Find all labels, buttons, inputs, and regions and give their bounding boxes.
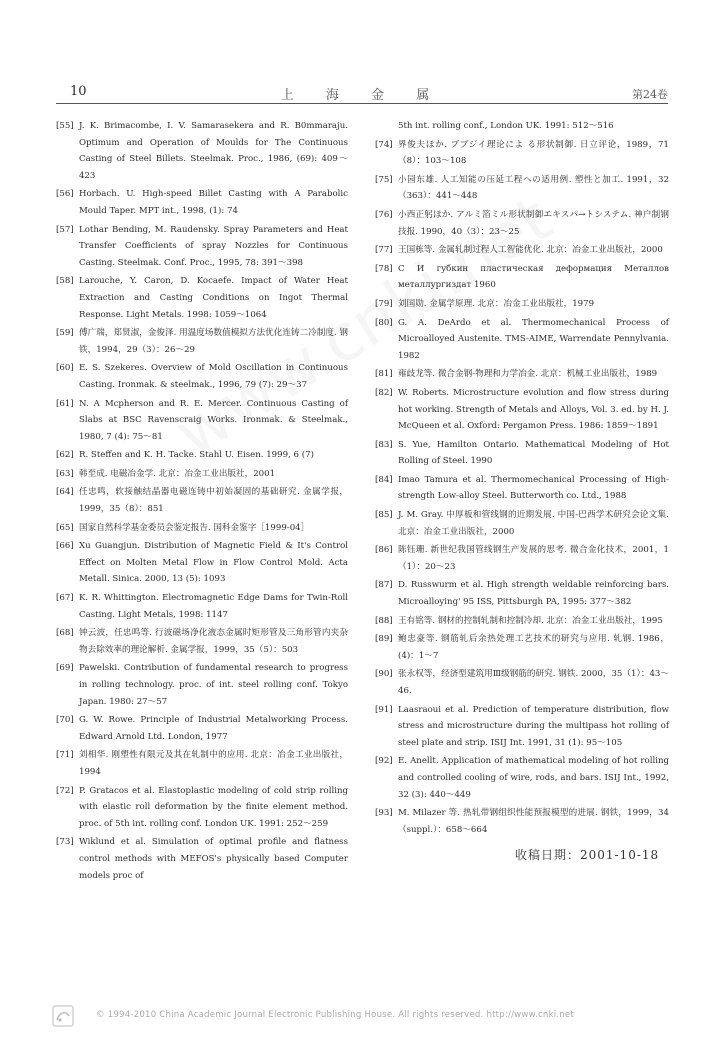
reference-number: [86] — [375, 545, 393, 556]
reference-item — [56, 590, 348, 623]
reference-number: [57] — [56, 224, 74, 235]
reference-item — [375, 542, 669, 575]
reference-number: [60] — [56, 363, 74, 374]
reference-text: Imao Tamura et al. Thermomechanical Processing of High-strength Low-alloy Steel. Butterworth co. Ltd., 1988 — [398, 474, 669, 502]
reference-number: [83] — [375, 439, 393, 450]
reference-item — [56, 186, 348, 219]
reference-text: 鲍忠豪等. 钢筋轧后余热处理工艺技术的研究与应用. 轧钢. 1986，(4)：1～7 — [398, 634, 669, 661]
reference-text: 刘相华. 刚塑性有限元及其在轧制中的应用. 北京：冶金工业出版社，1994 — [79, 750, 348, 777]
reference-text: 王有铭等. 钢材的控制轧制和控制冷却. 北京：冶金工业出版社，1995 — [398, 615, 663, 626]
reference-item — [375, 753, 669, 803]
reference-text: W. Roberts. Microstructure evolution and flow stress during hot working. Strength of Metals and Alloys, Vol. 3. ed. by H. J. McQueen et al. Oxford: Pergamon Press. 1986: 1859～1891 — [398, 387, 669, 432]
reference-text: 傅广瑞，郑贤淑，金俊泽. 用温度场数值模拟方法优化连铸二冷制度. 钢铁，1994，29（3）：26～29 — [79, 328, 348, 355]
reference-number: [68] — [56, 628, 74, 639]
reference-number: [87] — [375, 580, 393, 591]
reference-number: [77] — [375, 245, 393, 256]
reference-item — [56, 466, 348, 483]
reference-text: 张永权等，经济型建筑用Ⅲ级钢筋的研究. 钢铁. 2000，35（1）：43～46. — [398, 669, 669, 696]
reference-text: 任忠鸣，软接触结晶器电磁连铸中初始凝固的基础研究. 金属学报，1999，35（8）：851 — [79, 487, 348, 515]
reference-item — [56, 660, 348, 710]
reference-text: 小西正躬ほか. アルミ箔ミル形状制御エキスパ→トシステム. 神户制钢技报. 1990，40（3）：23～25 — [398, 209, 669, 237]
reference-number: [73] — [56, 837, 74, 848]
reference-number: [58] — [56, 276, 74, 287]
reference-item — [375, 613, 669, 630]
reference-text: D. Russwurm et al. High strength weldable reinforcing bars. Microalloying' 95 ISS, Pittsburgh PA, 1995: 377～382 — [398, 580, 669, 608]
references-right-column — [375, 118, 669, 863]
reference-number: [84] — [375, 474, 393, 485]
reference-number: [85] — [375, 510, 393, 521]
reference-number: [56] — [56, 189, 74, 200]
reference-number: [64] — [56, 487, 74, 498]
reference-number: [93] — [375, 808, 393, 819]
reference-item — [375, 242, 669, 259]
reference-item — [56, 325, 348, 358]
reference-text: R. Steffen and K. H. Tacke. Stahl U. Eisen. 1999, 6 (7) — [79, 450, 314, 461]
reference-item — [375, 507, 669, 540]
reference-text: 王国栋等. 金属轧制过程人工智能优化. 北京：冶金工业出版社，2000 — [398, 245, 663, 256]
reference-item — [56, 484, 348, 517]
reference-item — [375, 366, 669, 383]
reference-item — [375, 805, 669, 838]
reference-item — [56, 118, 348, 184]
reference-text: P. Gratacos et al. Elastoplastic modeling of cold strip rolling with elastic roll deformation by the finite element method. proc. of 5th int. rolling conf. London UK. 1991: 252～259 — [79, 785, 348, 829]
reference-number: [90] — [375, 669, 393, 680]
reference-text: 刘国勋. 金属学原理. 北京：冶金工业出版社，1979 — [398, 298, 595, 309]
reference-text: Horbach. U. High-speed Billet Casting with A Parabolic Mould Taper. MPT int., 1998, (1): 74 — [79, 189, 348, 216]
reference-text: G. A. DeArdo et al. Thermomechanical Process of Microalloyed Austenite. TMS-AIME, Warrendate Pennylvania. 1982 — [398, 317, 669, 361]
reference-number: [78] — [375, 263, 393, 274]
reference-number — [375, 118, 395, 135]
reference-item — [56, 712, 348, 745]
reference-text: M. Milazer 等. 热轧带钢组织性能预报模型的进展. 钢铁，1999，34（suppl.）：658～664 — [398, 808, 669, 835]
reference-number: [66] — [56, 541, 74, 552]
page-header — [56, 84, 668, 102]
reference-text: G. W. Rowe. Principle of Industrial Metalworking Process. Edward Arnold Ltd. London, 1977 — [79, 715, 348, 742]
reference-text: Wiklund et al. Simulation of optimal profile and flatness control methods with MEFOS's physically based Computer models proc of — [79, 837, 348, 881]
reference-text: Pawelski. Contribution of fundamental research to progress in rolling technology. proc. of int. steel rolling conf. Tokyo Japan. 1980: 27～57 — [79, 663, 348, 707]
reference-item — [375, 118, 669, 135]
reference-number: [61] — [56, 398, 74, 409]
reference-number: [79] — [375, 298, 393, 309]
reference-number: [82] — [375, 387, 393, 398]
reference-number: [70] — [56, 715, 74, 726]
reference-text: E. Anellt. Application of mathematical modeling of hot rolling and controlled cooling of wire, rods, and bars. ISIJ Int., 1992, 32 (3): 440～449 — [398, 756, 669, 800]
reference-item — [56, 447, 348, 464]
reference-item — [56, 360, 348, 393]
reference-item — [375, 315, 669, 365]
reference-text: Laasraoui et al. Prediction of temperature distribution, flow stress and microstructure during the multipass hot rolling of steel plate and strip. ISIJ Int. 1991, 31 (1): 95～105 — [398, 704, 669, 748]
reference-number: [72] — [56, 785, 74, 796]
reference-item — [56, 520, 348, 537]
reference-number: [71] — [56, 750, 74, 761]
reference-number: [75] — [375, 174, 393, 185]
reference-item — [56, 783, 348, 833]
reference-number: [65] — [56, 522, 74, 533]
reference-item — [375, 207, 669, 240]
reference-text: 雍歧龙等. 微合金钢-物理和力学冶金. 北京：机械工业出版社，1989 — [398, 369, 658, 380]
reference-text: Lothar Bending, M. Raudensky. Spray Parameters and Heat Transfer Coefficients of spray Nozzles for Continuous Casting. Steelmak. Conf. Proc., 1995, 78: 391～398 — [79, 224, 348, 268]
reference-number: [69] — [56, 663, 74, 674]
reference-text: 小园东雄. 人工知能の压延工程への适用例. 塑性と加工. 1991，32（363）：441～448 — [398, 174, 669, 202]
reference-text: 5th int. rolling conf., London UK. 1991: 512～516 — [398, 121, 614, 131]
reference-number: [91] — [375, 704, 393, 715]
reference-text: 界俊夫ほか. ブブジイ理论によ る形状制御. 日立评论，1989，71（8）：103～108 — [398, 139, 669, 167]
reference-item — [375, 666, 669, 699]
reference-text: 韩至成. 电磁冶金学. 北京：冶金工业出版社，2001 — [79, 468, 276, 479]
references-left-column — [56, 118, 348, 886]
references-right-list — [375, 118, 669, 838]
reference-item — [375, 702, 669, 752]
reference-item — [375, 437, 669, 470]
reference-item — [56, 273, 348, 323]
reference-text: J. K. Brimacombe, I. V. Samarasekera and R. B0mmaraju. Optimum and Operation of Moulds for The Continuous Casting of Steel Billets. Steelmak. Proc., 1986, (69): 409～423 — [79, 121, 348, 181]
reference-number: [67] — [56, 593, 74, 604]
reference-text: 钟云波，任忠鸣等. 行波磁场净化液态金属时矩形管及三角形管内夹杂物去除效率的理论解析. 金属学报，1999，35（5）：503 — [79, 628, 348, 655]
reference-number: [89] — [375, 634, 393, 645]
reference-item — [375, 577, 669, 610]
reference-item — [56, 747, 348, 780]
reference-item — [56, 222, 348, 272]
reference-number: [55] — [56, 121, 74, 131]
reference-item — [375, 172, 669, 205]
reference-number: [59] — [56, 328, 74, 339]
journal-title: 上 海 金 属 — [280, 88, 444, 103]
reference-number: [63] — [56, 468, 74, 479]
reference-item — [375, 261, 669, 294]
reference-number: [74] — [375, 139, 393, 150]
cajeph-logo-icon — [52, 1005, 74, 1027]
reference-text: 陈钰珊. 新世纪我国管线钢生产发展的思考. 微合金化技术，2001，1（1）：20～23 — [398, 545, 669, 572]
reference-text: Xu Guangjun. Distribution of Magnetic Field & It's Control Effect on Molten Metal Flow in Flow Control Mold. Acta Metall. Sinica. 2000, 13 (5): 1093 — [79, 541, 348, 585]
reference-item — [56, 538, 348, 588]
reference-number: [62] — [56, 450, 74, 461]
reference-item — [56, 396, 348, 446]
page-footer — [52, 1005, 682, 1027]
reference-text: Larouche, Y. Caron, D. Kocaefe. Impact of Water Heat Extraction and Casting Conditions on Ingot Thermal Response. Light Metals. 1998: 1059～1064 — [79, 276, 348, 320]
reference-item — [375, 631, 669, 664]
page-number: 10 — [70, 84, 87, 99]
reference-item — [375, 137, 669, 170]
reference-number: [88] — [375, 615, 393, 626]
reference-text: J. M. Gray. 中厚板和管线钢的近期发展. 中国-巴西学术研究会论文集. 北京：冶金工业出版社，2000 — [398, 510, 669, 537]
reference-item — [375, 472, 669, 505]
reference-number: [80] — [375, 317, 393, 328]
reference-item — [375, 296, 669, 313]
reference-number: [92] — [375, 756, 393, 767]
reference-text: S. Yue, Hamilton Ontario. Mathematical Modeling of Hot Rolling of Steel. 1990 — [398, 439, 669, 467]
volume-label: 第24卷 — [632, 88, 668, 101]
reference-text: 国家自然科学基金委员会鉴定报告. 国科金鉴字［1999-04］ — [79, 522, 310, 533]
copyright-notice: © 1994-2010 China Academic Journal Electronic Publishing House. All rights reserved. http://www.cnki.net — [96, 1010, 574, 1020]
reference-item — [56, 625, 348, 658]
received-date: 收稿日期：2001-10-18 — [515, 848, 660, 863]
reference-number: [81] — [375, 369, 393, 380]
reference-number: [76] — [375, 209, 393, 220]
reference-text: E. S. Szekeres. Overview of Mold Oscillation in Continuous Casting. Ironmak. & steelmak., 1996, 79 (7): 29～37 — [79, 363, 348, 390]
reference-item — [375, 385, 669, 435]
reference-text: N. A Mcpherson and R. E. Mercer. Continuous Casting of Slabs at BSC Ravenscraig Works. Ironmak. & Steelmak., 1980, 7 (4): 75～81 — [79, 398, 348, 442]
reference-item — [56, 834, 348, 884]
reference-text: K. R. Whittington. Electromagnetic Edge Dams for Twin-Roll Casting. Light Metals, 1998: 1147 — [79, 593, 348, 620]
reference-text: С И губкин пластическая деформация Металлов металлургиздат 1960 — [398, 263, 669, 291]
header-rule — [56, 103, 668, 104]
